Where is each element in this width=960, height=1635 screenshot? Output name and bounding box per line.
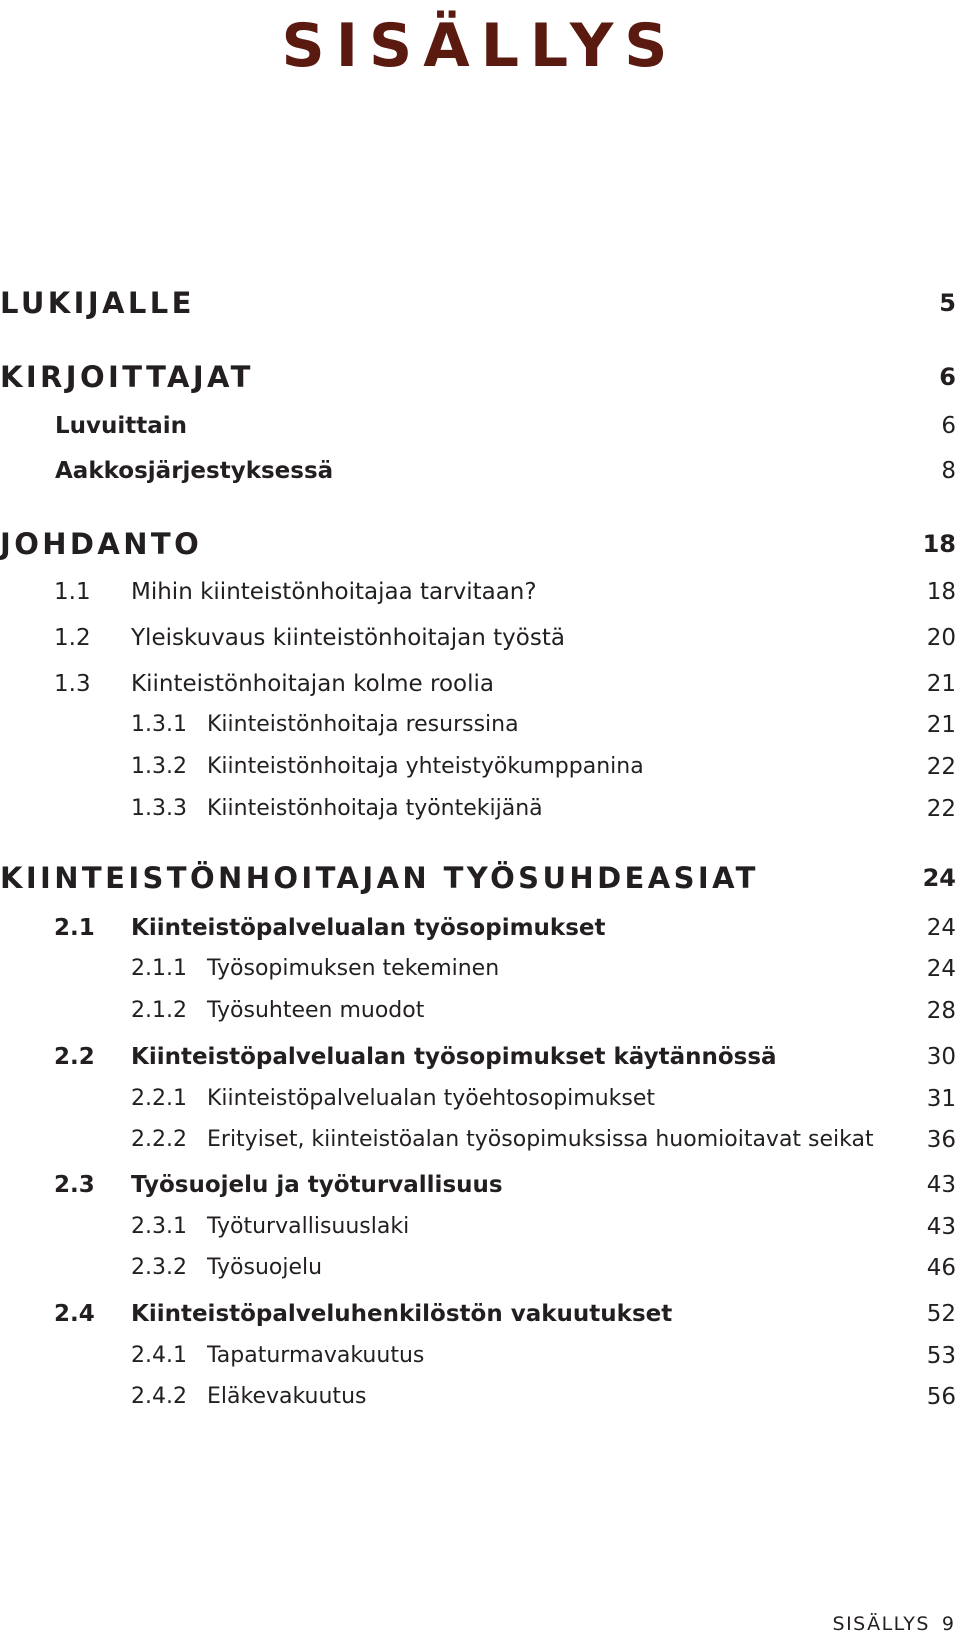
entry-page-number: 28 bbox=[926, 998, 956, 1024]
toc-subentry[interactable] bbox=[0, 1041, 960, 1073]
entry-title: Työsuojelu bbox=[207, 1255, 323, 1280]
toc-subsubentry[interactable] bbox=[0, 1124, 960, 1156]
entry-page-number: 24 bbox=[926, 915, 956, 941]
section-page-number: 24 bbox=[922, 864, 956, 892]
entry-number: 2.4.2 bbox=[131, 1384, 187, 1409]
entry-page-number: 18 bbox=[926, 579, 956, 605]
entry-page-number: 22 bbox=[926, 754, 956, 780]
section-page-number: 6 bbox=[939, 363, 956, 391]
entry-number: 2.4 bbox=[54, 1301, 95, 1327]
entry-title: Kiinteistönhoitaja yhteistyökumppanina bbox=[207, 754, 644, 779]
entry-number: 1.3.3 bbox=[131, 796, 187, 821]
entry-page-number: 20 bbox=[926, 625, 956, 651]
toc-section[interactable] bbox=[0, 862, 960, 894]
entry-number: 2.1 bbox=[54, 915, 95, 941]
toc-subsubentry[interactable] bbox=[0, 709, 960, 741]
entry-number: 1.3.1 bbox=[131, 712, 187, 737]
entry-page-number: 56 bbox=[926, 1384, 956, 1410]
entry-page-number: 36 bbox=[926, 1127, 956, 1153]
entry-title: Kiinteistönhoitaja resurssina bbox=[207, 712, 519, 737]
toc-subsubentry[interactable] bbox=[0, 1252, 960, 1284]
toc-subentry[interactable] bbox=[0, 576, 960, 608]
entry-title: Eläkevakuutus bbox=[207, 1384, 367, 1409]
entry-number: 2.3 bbox=[54, 1172, 95, 1198]
entry-title: Kiinteistöpalvelualan työehtosopimukset bbox=[207, 1086, 656, 1111]
toc-section[interactable] bbox=[0, 528, 960, 560]
toc-subsubentry[interactable] bbox=[0, 793, 960, 825]
toc-subentry[interactable] bbox=[0, 1169, 960, 1201]
entry-number: 2.1.1 bbox=[131, 956, 187, 981]
entry-title: Kiinteistöpalveluhenkilöstön vakuutukset bbox=[131, 1301, 673, 1327]
toc-subsubentry[interactable] bbox=[0, 1381, 960, 1413]
toc-subentry[interactable] bbox=[0, 622, 960, 654]
toc-subentry[interactable] bbox=[0, 1298, 960, 1330]
toc-section[interactable] bbox=[0, 361, 960, 393]
entry-page-number: 46 bbox=[926, 1255, 956, 1281]
toc-subsubentry[interactable] bbox=[0, 995, 960, 1027]
entry-title: Työsuhteen muodot bbox=[207, 998, 425, 1023]
footer-label: SISÄLLYS bbox=[832, 1613, 930, 1635]
entry-number: 2.1.2 bbox=[131, 998, 187, 1023]
toc-subsubentry[interactable] bbox=[0, 953, 960, 985]
entry-page-number: 21 bbox=[926, 671, 956, 697]
entry-page-number: 8 bbox=[941, 458, 956, 484]
entry-title: Aakkosjärjestyksessä bbox=[55, 458, 334, 484]
entry-title: Erityiset, kiinteistöalan työsopimuksissa huomioitavat seikat bbox=[207, 1127, 874, 1152]
section-page-number: 5 bbox=[939, 289, 956, 317]
entry-number: 2.3.2 bbox=[131, 1255, 187, 1280]
entry-page-number: 21 bbox=[926, 712, 956, 738]
entry-title: Kiinteistöpalvelualan työsopimukset käytännössä bbox=[131, 1044, 777, 1070]
section-title: KIINTEISTÖNHOITAJAN TYÖSUHDEASIAT bbox=[0, 861, 759, 895]
page-title: SISÄLLYS bbox=[281, 11, 679, 81]
entry-page-number: 43 bbox=[926, 1172, 956, 1198]
entry-page-number: 24 bbox=[926, 956, 956, 982]
toc-subentry[interactable] bbox=[0, 410, 960, 442]
entry-title: Kiinteistöpalvelualan työsopimukset bbox=[131, 915, 606, 941]
toc-subsubentry[interactable] bbox=[0, 1340, 960, 1372]
entry-title: Kiinteistönhoitajan kolme roolia bbox=[131, 671, 494, 697]
entry-title: Luvuittain bbox=[55, 413, 188, 439]
toc-section[interactable] bbox=[0, 287, 960, 319]
entry-page-number: 6 bbox=[941, 413, 956, 439]
toc-subentry[interactable] bbox=[0, 912, 960, 944]
entry-title: Tapaturmavakuutus bbox=[207, 1343, 425, 1368]
entry-title: Yleiskuvaus kiinteistönhoitajan työstä bbox=[131, 625, 565, 651]
toc-subsubentry[interactable] bbox=[0, 1211, 960, 1243]
entry-title: Mihin kiinteistönhoitajaa tarvitaan? bbox=[131, 579, 537, 605]
entry-title: Kiinteistönhoitaja työntekijänä bbox=[207, 796, 543, 821]
entry-page-number: 22 bbox=[926, 796, 956, 822]
entry-number: 2.4.1 bbox=[131, 1343, 187, 1368]
entry-number: 1.1 bbox=[54, 579, 91, 605]
entry-title: Työsuojelu ja työturvallisuus bbox=[131, 1172, 503, 1198]
entry-page-number: 31 bbox=[926, 1086, 956, 1112]
entry-number: 1.2 bbox=[54, 625, 91, 651]
section-page-number: 18 bbox=[922, 530, 956, 558]
entry-number: 1.3 bbox=[54, 671, 91, 697]
entry-title: Työsopimuksen tekeminen bbox=[207, 956, 500, 981]
section-title: KIRJOITTAJAT bbox=[0, 360, 254, 394]
section-title: JOHDANTO bbox=[0, 527, 203, 561]
toc-subentry[interactable] bbox=[0, 668, 960, 700]
entry-number: 2.3.1 bbox=[131, 1214, 187, 1239]
entry-number: 2.2.2 bbox=[131, 1127, 187, 1152]
entry-page-number: 30 bbox=[926, 1044, 956, 1070]
page-footer bbox=[833, 1614, 954, 1634]
entry-number: 2.2.1 bbox=[131, 1086, 187, 1111]
entry-title: Työturvallisuuslaki bbox=[207, 1214, 410, 1239]
entry-page-number: 53 bbox=[926, 1343, 956, 1369]
entry-number: 2.2 bbox=[54, 1044, 95, 1070]
toc-subentry[interactable] bbox=[0, 455, 960, 487]
entry-page-number: 43 bbox=[926, 1214, 956, 1240]
toc-subsubentry[interactable] bbox=[0, 751, 960, 783]
entry-page-number: 52 bbox=[926, 1301, 956, 1327]
footer-page-number: 9 bbox=[941, 1613, 954, 1635]
toc-subsubentry[interactable] bbox=[0, 1083, 960, 1115]
entry-number: 1.3.2 bbox=[131, 754, 187, 779]
section-title: LUKIJALLE bbox=[0, 286, 195, 320]
